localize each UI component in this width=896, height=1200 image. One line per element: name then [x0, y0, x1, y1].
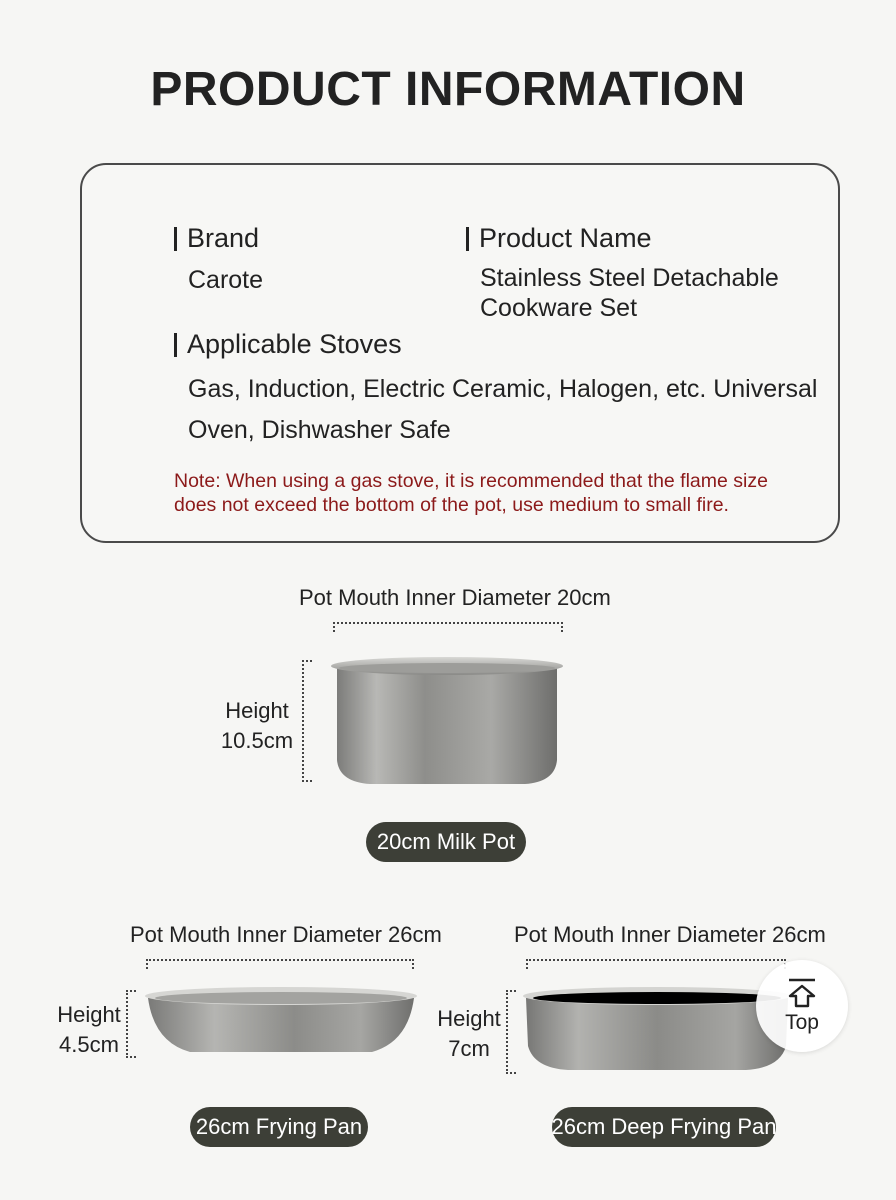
milk-pot-image [325, 650, 570, 790]
frying-pan-name-pill: 26cm Frying Pan [190, 1107, 368, 1147]
frying-pan-height-marker [126, 990, 136, 1058]
deep-frying-pan-height-label: Height 7cm [437, 1006, 501, 1061]
gas-stove-note: Note: When using a gas stove, it is recommended that the flame size does not exceed the bottom of the pot, use medium to small fire. [174, 470, 768, 516]
label-bar-icon [174, 227, 177, 251]
milk-pot-diameter-marker [333, 622, 563, 632]
page-title: PRODUCT INFORMATION [150, 63, 746, 116]
product-info-card [80, 163, 840, 543]
milk-pot-diameter-label: Pot Mouth Inner Diameter 20cm [299, 585, 611, 610]
deep-frying-pan-image [516, 980, 798, 1076]
frying-pan-image [140, 982, 422, 1062]
stoves-label: Applicable Stoves [174, 329, 402, 360]
label-bar-icon [174, 333, 177, 357]
frying-pan-diameter-label: Pot Mouth Inner Diameter 26cm [130, 922, 442, 947]
home-up-icon [785, 977, 819, 1009]
deep-frying-pan-height-marker [506, 990, 516, 1074]
milk-pot-height-label: Height 10.5cm [220, 698, 294, 753]
product-name-label: Product Name [466, 223, 652, 254]
label-bar-icon [466, 227, 469, 251]
deep-frying-pan-name-pill: 26cm Deep Frying Pan [552, 1107, 776, 1147]
milk-pot-height-marker [302, 660, 312, 782]
frying-pan-diameter-marker [146, 959, 414, 969]
top-label: Top [785, 1011, 819, 1034]
brand-value: Carote [188, 266, 264, 294]
back-to-top-button[interactable] [756, 960, 848, 1052]
deep-frying-pan-diameter-label: Pot Mouth Inner Diameter 26cm [514, 922, 826, 947]
deep-frying-pan-diameter-marker [526, 959, 786, 969]
product-name-value: Stainless Steel Detachable Cookware Set [480, 264, 779, 322]
stoves-value: Gas, Induction, Electric Ceramic, Halogen, etc. Universal Oven, Dishwasher Safe [188, 375, 818, 444]
brand-label: Brand [174, 223, 259, 254]
milk-pot-name-pill: 20cm Milk Pot [366, 822, 526, 862]
frying-pan-height-label: Height 4.5cm [57, 1002, 121, 1057]
